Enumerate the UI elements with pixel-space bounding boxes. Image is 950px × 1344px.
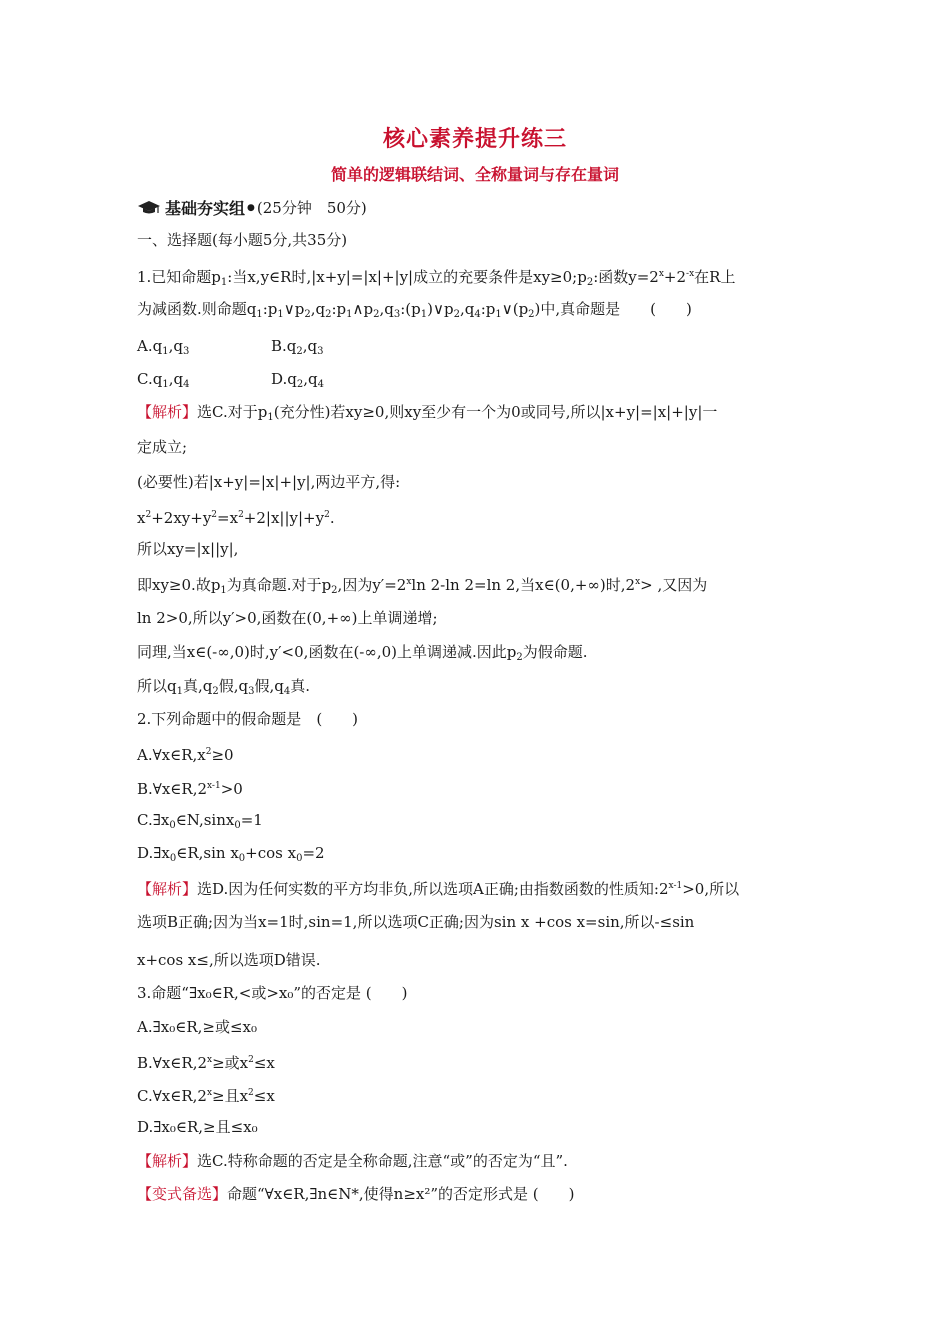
solution-tag: 【解析】 (137, 1152, 198, 1170)
q1-stem-line1: 1.已知命题$p_1$:当x,y∈R时,|x+y|=|x|+|y|成立的充要条件是$xy\ge 0;p_2$:函数$y=2^x+2^{-x}$在R上 (137, 268, 736, 288)
section-header: 基础夯实组 ● (25分钟 50分) (137, 196, 367, 219)
q2-solution-line1: 【解析】选D.因为任何实数的平方均非负,所以选项A正确;由指数函数的性质知$:2^{x-1}>0$,所以 (137, 880, 740, 898)
q2-stem: 2.下列命题中的假命题是 ( ) (137, 710, 359, 728)
q1-options-ab: $A.q_1,q_3$ $B.q_2,q_3$ (137, 337, 324, 357)
variant-question: 【变式备选】命题“∀x∈R,∃n∈N*,使得n≥x²”的否定形式是 ( ) (137, 1185, 575, 1203)
q1-solution-line5: 所以xy=|x||y|, (137, 540, 239, 558)
q3-option-b: $B.\forall x\in R,2^x\ge$或$x^2\le x$ (137, 1054, 275, 1072)
q2-solution-line2: 选项B正确;因为当x=1时,sin=1,所以选项C正确;因为sin x +cos x=sin,所以-≤sin (137, 913, 695, 931)
q3-option-a: A.∃x₀∈R,≥或≤x₀ (137, 1018, 257, 1036)
q2-option-a: $A.\forall x\in R,x^2\ge 0$ (137, 746, 234, 764)
q1-solution-line1: 【解析】选C.对于$p_1$(充分性)若xy≥0,则xy至少有一个为0或同号,所以|x+y|=|x|+|y|一 (137, 403, 718, 423)
q1-solution-line4: $x^2+2xy+y^2=x^2+2|x||y|+y^2$. (137, 509, 335, 527)
q1-solution-line9: 所以$q_1$真$,q_2$假$,q_3$假$,q_4$真. (137, 677, 311, 697)
q3-solution: 【解析】选C.特称命题的否定是全称命题,注意“或”的否定为“且”. (137, 1152, 568, 1170)
q1-solution-line2: 定成立; (137, 438, 188, 456)
variant-tag: 【变式备选】 (137, 1185, 228, 1203)
solution-tag: 【解析】 (137, 403, 198, 421)
q2-option-c: $C.\exists x_0\in N,\sin x_0=1$ (137, 811, 263, 831)
q2-option-d: $D.\exists x_0\in R,\sin$ $x_0+\cos$ $x_0=2$ (137, 844, 325, 864)
q1-options-cd: $C.q_1,q_4$ $D.q_2,q_4$ (137, 370, 324, 390)
q1-solution-line6: 即xy≥0.故$p_1$为真命题.对于$p_2$,因为$y'=2^x\ln$ 2-ln 2=ln 2,当x∈(0,+∞)时$,2^x>$ ,又因为 (137, 576, 708, 596)
page-title: 核心素养提升练三 (382, 126, 567, 152)
q1-stem-line2: 为减函数.则命题$q_1:p_1\vee p_2,q_2:p_1\wedge p_2,q_3:(p_1)\vee p_2,q_4:p_1\vee(p_2)$中,真命题是 ( ) (137, 300, 692, 320)
q3-option-c: $C.\forall x\in R,2^x\ge$且$x^2\le x$ (137, 1087, 275, 1105)
part-heading: 一、选择题(每小题5分,共35分) (137, 231, 348, 249)
section-time: (25分钟 50分) (256, 199, 367, 217)
q1-solution-line8: 同理,当x∈(-∞,0)时,y′<0,函数在(-∞,0)上单调递减.因此$p_2$为假命题. (137, 643, 588, 663)
solution-tag: 【解析】 (137, 880, 198, 898)
q3-stem: 3.命题“∃x₀∈R,<或>x₀”的否定是 ( ) (137, 984, 408, 1002)
graduation-cap-icon (137, 200, 161, 216)
q1-solution-line3: (必要性)若|x+y|=|x|+|y|,两边平方,得: (137, 473, 401, 491)
q3-option-d: D.∃x₀∈R,≥且≤x₀ (137, 1118, 258, 1136)
q1-solution-line7: ln 2>0,所以y′>0,函数在(0,+∞)上单调递增; (137, 609, 438, 627)
section-label: 基础夯实组 (165, 199, 246, 218)
q2-solution-line3: x+cos x≤,所以选项D错误. (137, 951, 321, 969)
q2-option-b: $B.\forall x\in R,2^{x-1}>0$ (137, 780, 243, 798)
page-subtitle: 简单的逻辑联结词、全称量词与存在量词 (330, 165, 619, 184)
